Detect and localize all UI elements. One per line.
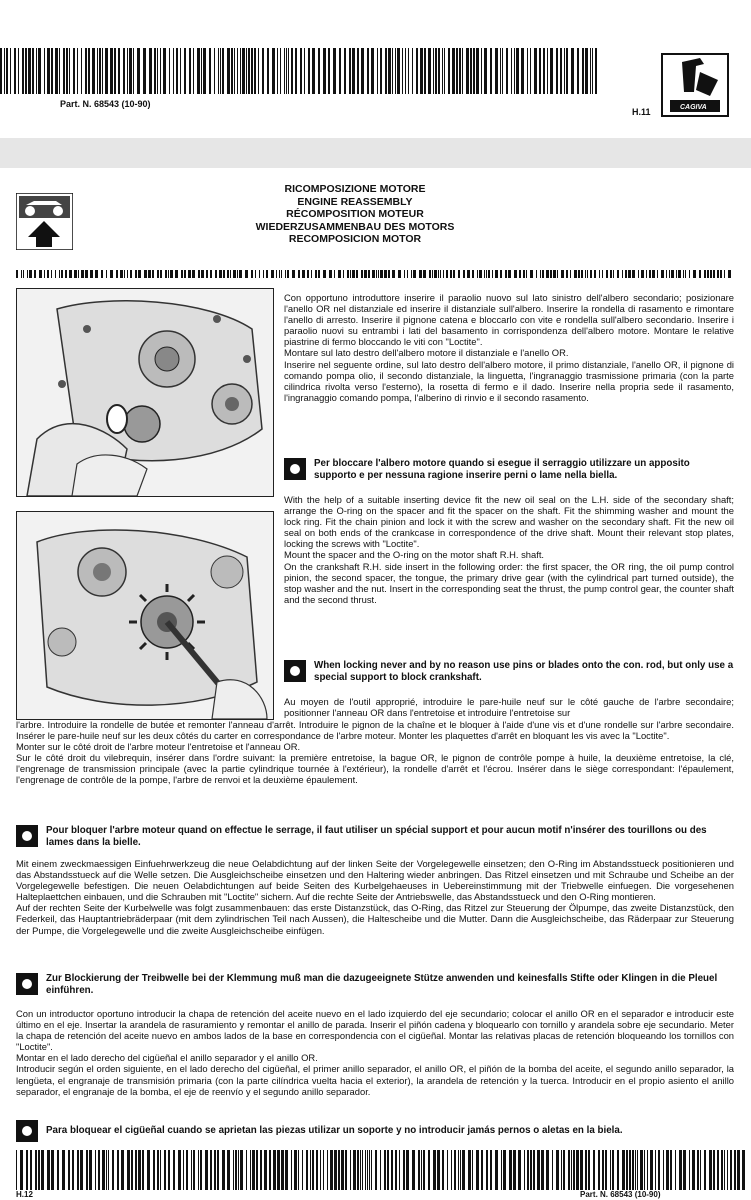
title-de: WIEDERZUSAMMENBAU DES MOTORS — [255, 220, 455, 233]
section-divider — [16, 270, 736, 278]
top-barcode — [0, 48, 600, 94]
warning-icon — [284, 660, 306, 682]
part-number-bottom: Part. N. 68543 (10-90) — [580, 1190, 661, 1199]
title-fr: RÉCOMPOSITION MOTEUR — [286, 208, 424, 220]
note-german — [16, 973, 734, 997]
note-spanish-text: Para bloquear el cigüeñal cuando se aprietan las piezas utilizar un soporte y no introducir jamás pernos o aletas en la biela. — [46, 1125, 623, 1136]
title-it: RICOMPOSIZIONE MOTORE — [284, 183, 426, 195]
warning-icon — [16, 825, 38, 847]
cagiva-logo — [660, 52, 730, 118]
note-french — [16, 825, 734, 849]
note-german-text: Zur Blockierung der Treibwelle bei der Klemmung muß man die dazugeeignete Stütze anwenden und keinesfalls Stifte oder Klingen in die Pleuel einführen. — [46, 973, 718, 996]
text-french: l'arbre. Introduire la rondelle de butée et remonter l'anneau d'arrêt. Introduire le pignon de la chaîne et le bloquer à l'aide d'une vis et d'une rondelle sur l'arbre secondaire. Insérer le pare-huile neuf sur les deux côtés du carter en correspondance de l'arbre moteur. Monter les plaquettes d'arrêt en bloquant les vis avec la "Loctite". Monter sur le côté droit de l'arbre moteur l'entretoise et l'anneau OR. Sur le côté droit du vilebrequin, insérer dans l'ordre suivant: la première entretoise, la bague OR, le pignon de contrôle pompe à huile, la deuxième entretoise, la clé, l'engrenage de transmission principale (avec la partie cylindrique tournée à l'extérieur), la rondelle d'arrêt et l'écrou. Insérer dans le siège correspondant: l'épaulement, l'engrenage de contrôle de la pompe, l'arbre de renvoi et la deuxième épaulement. — [16, 719, 734, 786]
bottom-barcode — [16, 1150, 751, 1190]
section-titles — [230, 183, 480, 246]
warning-icon — [284, 458, 306, 480]
logo-text: CAGIVA — [680, 104, 707, 111]
part-number-top: Part. N. 68543 (10-90) — [60, 99, 151, 109]
warning-icon — [16, 1120, 38, 1142]
text-english: With the help of a suitable inserting device fit the new oil seal on the L.H. side of the secondary shaft; arrange the O-ring on the spacer and fit the spacer on the shaft. Fit the shimming washer and mount the lock ring. Fit the chain pinion and lock it with the screw and washer on the secondary shaft. Fit the new oil seal on both ends of the crankcase in correspondence of the drive shaft. Mount their relevant stop plates, locking the screws with "Loctite". Mount the spacer and the O-ring on the motor shaft R.H. shaft. On the crankshaft R.H. side insert in the following order: the first spacer, the OR ring, the oil pump control pinion, the second spacer, the tongue, the primary drive gear (with the cylindrical part turned outside), the stop washer and the nut. Insert in the corresponding seat the thrust, the pump control gear, the counter shaft and the second thrust. — [284, 494, 734, 605]
text-italian: Con opportuno introduttore inserire il paraolio nuovo sul lato sinistro dell'albero secondario; posizionare l'anello OR nel distanziale ed inserire il distanziale sull'albero. Inserire la rondella di rasamento e rimontare l'anello di arresto. Inserire il pignone catena e bloccarlo con vite e rondella sull'albero secondario. Inserire i paraolio nuovi su entrambi i lati del basamento in corrispondenza dell'albero motore. Montare le relative piastrine di fermo bloccando le viti con "Loctite". Montare sul lato destro dell'albero motore il distanziale e l'anello OR. Inserire nel seguente ordine, sul lato destro dell'albero motore, il primo distanziale, l'anello OR, il pignone di comando pompa olio, il secondo distanziale, la linguetta, l'ingranaggio trasmissione primaria (con la parte cilindrica rivolta verso l'esterno), la rosetta di fermo e il dado. Inserire nella propria sede il rasamento, l'ingranaggio comando pompa, l'alberino di rinvio e il secondo rasamento. — [284, 292, 734, 403]
title-en: ENGINE REASSEMBLY — [297, 195, 413, 208]
figure-oil-seal-installation — [16, 288, 274, 497]
note-spanish — [16, 1120, 734, 1142]
note-italian-text: Per bloccare l'albero motore quando si esegue il serraggio utilizzare un apposito supporto e per nessuna ragione inserire perni o lame nella biella. — [314, 458, 690, 481]
text-french-top: Au moyen de l'outil approprié, introduire le pare-huile neuf sur le côté gauche de l'arbre secondaire; positionner l'anneau OR dans l'entretoise et introduire l'entretoise sur — [284, 696, 734, 719]
note-french-text: Pour bloquer l'arbre moteur quand on effectue le serrage, il faut utiliser un spécial support et pour aucun motif n'insérer des tourillons ou des lames dans la bielle. — [46, 825, 707, 848]
text-spanish: Con un introductor oportuno introducir la chapa de retención del aceite nuevo en el lado izquierdo del eje secundario; colocar el anillo OR en el separador e introducir este último en el eje. Insertar la arandela de rasuramiento y remontar el anillo de parada. Inserir el piñón cadena y bloquearlo con tornillo y arandela sobre eje secundario. Meter la chapa de retención del aceite nuevo en ambos lados de la base en correspondencia con el cigüeñal. Montar las relativas placas de retención bloqueando los tornillos con "Loctite". Montar en el lado derecho del cigüeñal el anillo separador y el anillo OR. Introducir según el orden siguiente, en el lado derecho del cigüeñal, el primer anillo separador, el anillo OR, el piñón de la bomba del aceite, el segundo anillo separador, la lengüeta, el engranaje de transmisión primaria (con la parte cilíndrica vuelta hacia el exterior), la arandela de retención y la tuerca. Introducir en el propio asiento el anillo separador, el engranaje de la bomba, el eje de reenvío y el segundo anillo separador. — [16, 1008, 734, 1097]
engine-section-icon — [16, 193, 73, 250]
text-german: Mit einem zweckmaessigen Einfuehrwerkzeug die neue Oelabdichtung auf der linken Seite der Vorgelegewelle einsetzen; den O-Ring im Abstandsstueck positionieren und das Abstandsstueck auf die Welle setzen. Die Ausgleichscheibe einsetzen und den Haltering wieder anbringen. Das Ritzel einsetzen und mit Schraube und Scheibe an der Vorgelegewelle befestigen. Die neuen Oelabdichtungen auf beide Seiten des Kurbelgehaeuses in Uebereinstimmung mit der Triebwelle einfuegen. Die vorgesehenen Halteplaettchen einbauen, und die Schrauben mit "Loctite" sichern. Auf die rechte Seite der Antriebswelle, das Abstandsstueck und den O-Ring montieren. Auf der rechten Seite der Kurbelwelle was folgt zusammenbauen: das erste Distanzstück, das O-Ring, das Ritzel zur Steuerung der Ölpumpe, das zweite Distanzstück, den Federkeil, das Hauptantriebräderpaar (mit dem zylindrischen Teil nach Aussen), die Haltescheibe und die Mutter. Dann die Ausgleichscheibe, das Räderpaar zur Steuerung der Pumpe, die Vorgelegewelle und die zweite Ausgleichscheibe einfügen. — [16, 858, 734, 936]
gray-band — [0, 138, 751, 168]
note-english-text: When locking never and by no reason use pins or blades onto the con. rod, but only use a special support to block crankshaft. — [314, 660, 734, 683]
title-es: RECOMPOSICION MOTOR — [288, 233, 422, 245]
note-italian — [284, 458, 734, 482]
note-english — [284, 660, 734, 684]
page-id-bottom: H.12 — [16, 1190, 33, 1199]
warning-icon — [16, 973, 38, 995]
figure-crankshaft-assembly — [16, 511, 274, 720]
page-id-top: H.11 — [632, 107, 651, 117]
